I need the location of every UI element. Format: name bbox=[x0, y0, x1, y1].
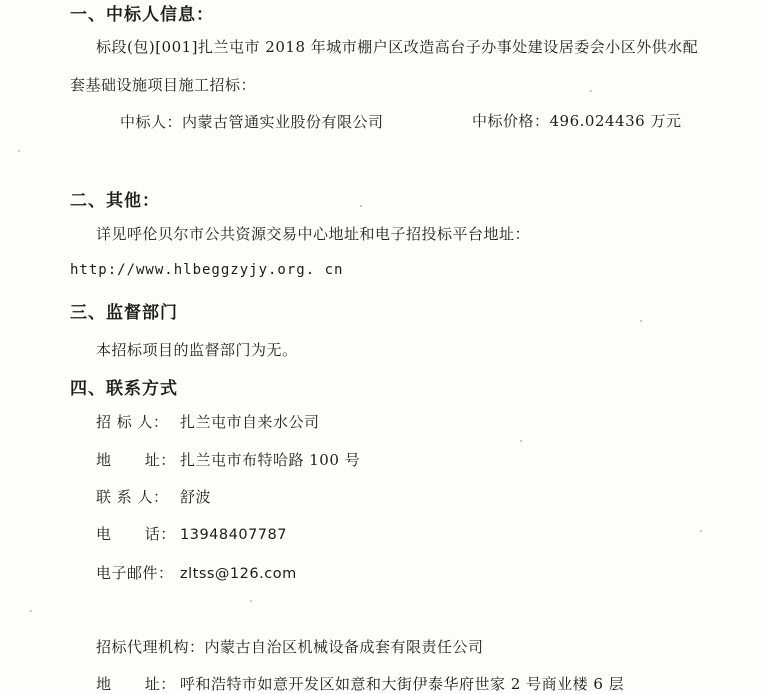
scan-speck bbox=[700, 530, 702, 532]
scan-speck bbox=[360, 205, 362, 207]
email-row bbox=[96, 562, 297, 583]
agency-address-value: 呼和浩特市如意开发区如意和大街伊泰华府世家 2 号商业楼 6 层 bbox=[180, 675, 625, 693]
scan-speck bbox=[640, 320, 642, 322]
winner-row bbox=[120, 111, 384, 132]
contact-value: 舒波 bbox=[180, 488, 212, 506]
phone-label: 电 话： bbox=[96, 525, 176, 543]
supervision-text: 本招标项目的监督部门为无。 bbox=[96, 341, 298, 359]
section1-heading: 一、中标人信息： bbox=[70, 5, 214, 25]
contact-row bbox=[96, 486, 211, 507]
section2-heading: 二、其他： bbox=[70, 191, 160, 211]
tenderer-row bbox=[96, 411, 320, 432]
email-label: 电子邮件： bbox=[96, 564, 174, 582]
email-value: zltss@126.com bbox=[180, 566, 297, 582]
section2-detail: 详见呼伦贝尔市公共资源交易中心地址和电子招投标平台地址： bbox=[96, 225, 531, 243]
price-value: 496.024436 万元 bbox=[549, 112, 682, 130]
section4-heading: 四、联系方式 bbox=[70, 379, 178, 399]
tenderer-label: 招 标 人： bbox=[96, 413, 169, 431]
lot-description-line1: 标段(包)[001]扎兰屯市 2018 年城市棚户区改造高台子办事处建设居委会小区外供水配 bbox=[96, 38, 699, 56]
price-label: 中标价格： bbox=[472, 112, 550, 130]
scan-speck bbox=[590, 90, 592, 92]
winner-label: 中标人： bbox=[120, 113, 183, 131]
phone-value: 13948407787 bbox=[180, 527, 287, 543]
address-label: 地 址： bbox=[96, 451, 176, 469]
scan-speck bbox=[30, 610, 32, 612]
scan-speck bbox=[520, 440, 522, 442]
address-row bbox=[96, 449, 360, 470]
scan-speck bbox=[250, 600, 252, 602]
price-row bbox=[472, 110, 681, 131]
tenderer-value: 扎兰屯市自来水公司 bbox=[180, 413, 320, 431]
contact-label: 联 系 人： bbox=[96, 488, 169, 506]
agency-value: 内蒙古自治区机械设备成套有限责任公司 bbox=[204, 638, 484, 656]
platform-url: http://www.hlbeggzyjy.org. cn bbox=[70, 262, 344, 278]
section3-heading: 三、监督部门 bbox=[70, 303, 178, 323]
lot-description-line2: 套基础设施项目施工招标： bbox=[70, 76, 257, 94]
agency-address-row bbox=[96, 673, 624, 694]
winner-value: 内蒙古管通实业股份有限公司 bbox=[182, 113, 384, 131]
address-value: 扎兰屯市布特哈路 100 号 bbox=[180, 451, 361, 469]
agency-label: 招标代理机构： bbox=[96, 638, 205, 656]
agency-address-label: 地 址： bbox=[96, 675, 176, 693]
phone-row bbox=[96, 523, 287, 544]
scan-speck bbox=[18, 150, 20, 152]
agency-row bbox=[96, 636, 484, 657]
